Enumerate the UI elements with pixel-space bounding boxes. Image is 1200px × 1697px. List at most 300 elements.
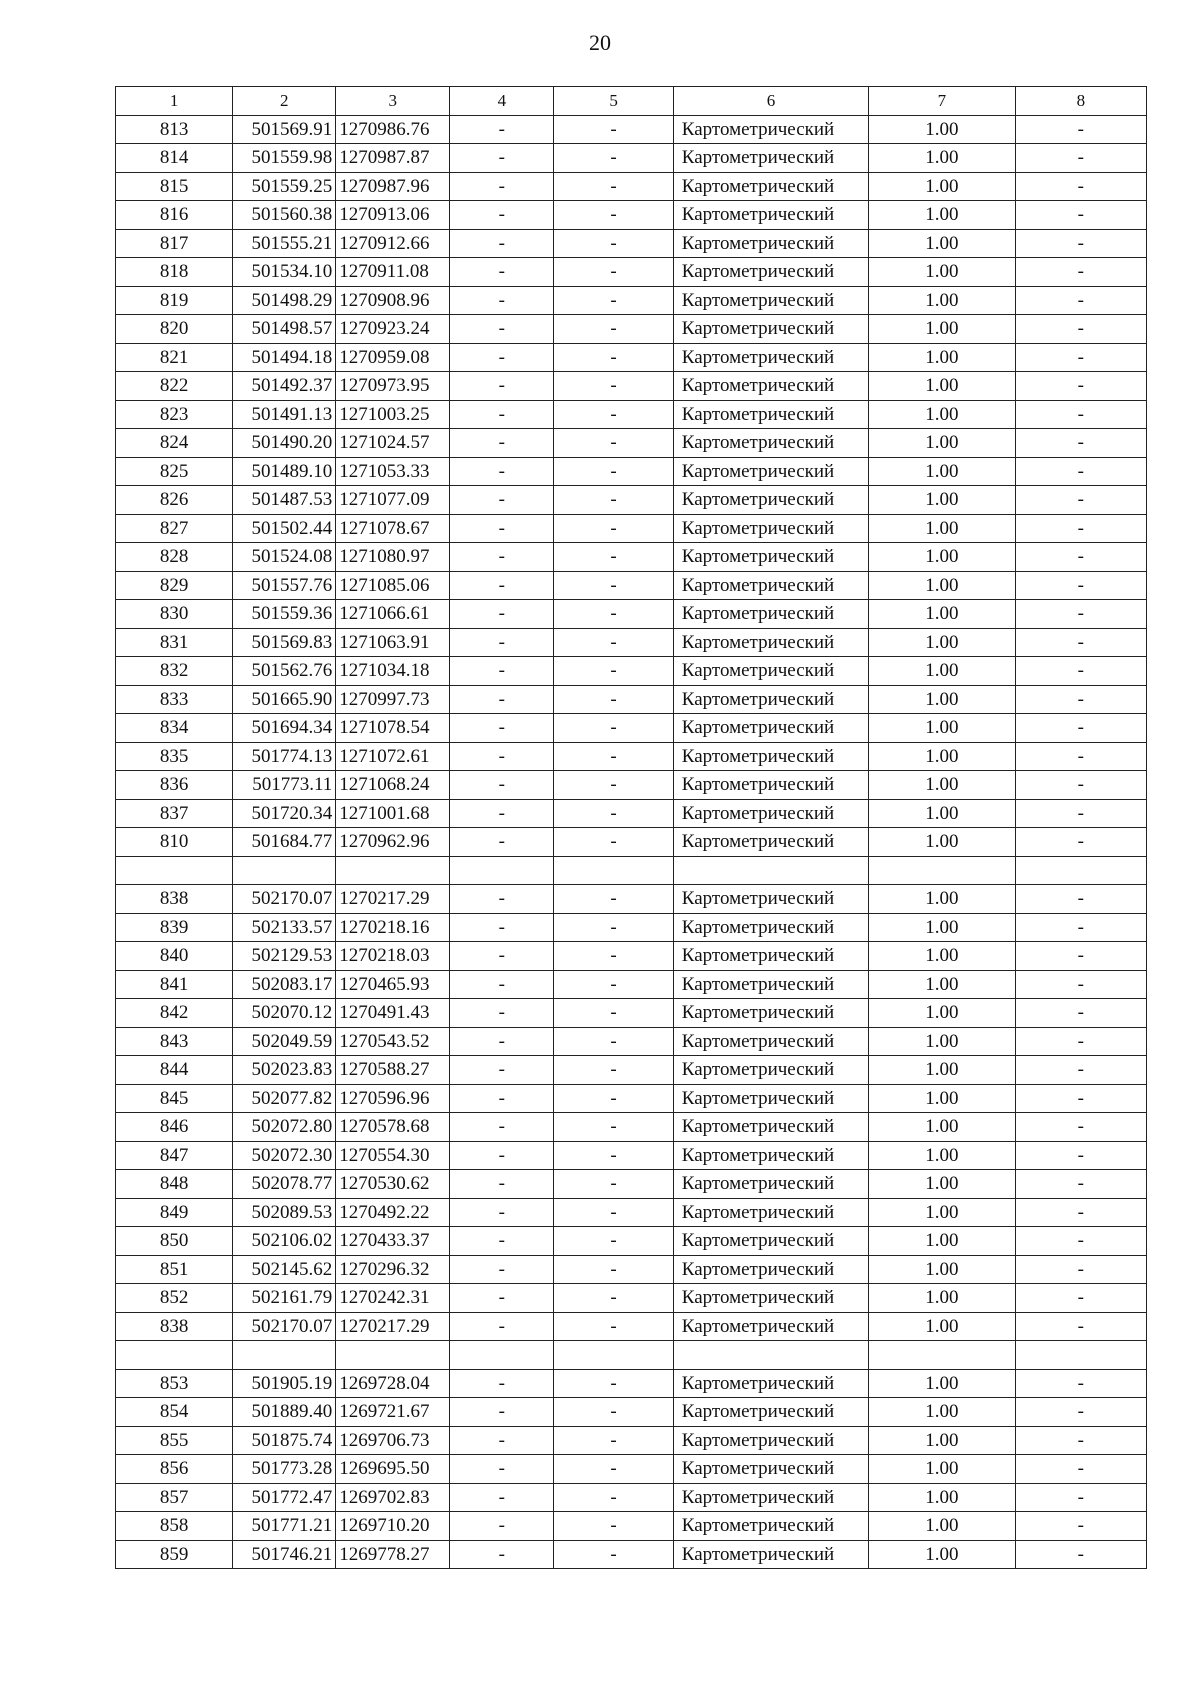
point-number-cell: 813 (116, 115, 233, 144)
table-row (116, 1198, 1147, 1227)
column-4-cell: - (450, 457, 554, 486)
table-row (116, 1084, 1147, 1113)
column-5-cell: - (554, 1369, 673, 1398)
method-cell (673, 1341, 868, 1370)
column-5-cell: - (554, 657, 673, 686)
accuracy-cell: 1.00 (869, 429, 1016, 458)
column-4-cell: - (450, 571, 554, 600)
accuracy-cell: 1.00 (869, 201, 1016, 230)
accuracy-cell: 1.00 (869, 1227, 1016, 1256)
point-number-cell: 836 (116, 771, 233, 800)
accuracy-cell: 1.00 (869, 628, 1016, 657)
column-5-cell: - (554, 286, 673, 315)
table-row (116, 628, 1147, 657)
column-8-cell: - (1015, 628, 1146, 657)
x-coordinate-cell: 502161.79 (233, 1284, 336, 1313)
column-4-cell: - (450, 828, 554, 857)
table-row (116, 999, 1147, 1028)
column-4-cell: - (450, 1312, 554, 1341)
method-cell: Картометрический (673, 1512, 868, 1541)
column-4-cell: - (450, 115, 554, 144)
x-coordinate-cell: 501684.77 (233, 828, 336, 857)
table-row (116, 229, 1147, 258)
column-5-cell: - (554, 1426, 673, 1455)
x-coordinate-cell: 502023.83 (233, 1056, 336, 1085)
method-cell: Картометрический (673, 1398, 868, 1427)
method-cell: Картометрический (673, 343, 868, 372)
column-4-cell: - (450, 1512, 554, 1541)
point-number-cell: 815 (116, 172, 233, 201)
column-5-cell: - (554, 685, 673, 714)
point-number-cell: 831 (116, 628, 233, 657)
column-8-cell: - (1015, 286, 1146, 315)
column-4-cell: - (450, 685, 554, 714)
accuracy-cell: 1.00 (869, 1084, 1016, 1113)
column-8-cell: - (1015, 201, 1146, 230)
accuracy-cell: 1.00 (869, 115, 1016, 144)
y-coordinate-cell: 1270911.08 (336, 258, 450, 287)
y-coordinate-cell: 1270218.03 (336, 942, 450, 971)
accuracy-cell: 1.00 (869, 1369, 1016, 1398)
column-8-cell: - (1015, 229, 1146, 258)
column-5-cell: - (554, 1540, 673, 1569)
y-coordinate-cell: 1269695.50 (336, 1455, 450, 1484)
y-coordinate-cell: 1271077.09 (336, 486, 450, 515)
x-coordinate-cell: 502072.80 (233, 1113, 336, 1142)
accuracy-cell: 1.00 (869, 999, 1016, 1028)
y-coordinate-cell: 1269702.83 (336, 1483, 450, 1512)
table-row (116, 1512, 1147, 1541)
method-cell: Картометрический (673, 571, 868, 600)
table-row (116, 429, 1147, 458)
column-5-cell: - (554, 714, 673, 743)
table-row (116, 486, 1147, 515)
table-row (116, 543, 1147, 572)
accuracy-cell: 1.00 (869, 1198, 1016, 1227)
column-5-cell: - (554, 1027, 673, 1056)
method-cell: Картометрический (673, 1255, 868, 1284)
column-5-cell (554, 1341, 673, 1370)
column-4-cell: - (450, 999, 554, 1028)
column-8-cell: - (1015, 1170, 1146, 1199)
y-coordinate-cell: 1270543.52 (336, 1027, 450, 1056)
accuracy-cell: 1.00 (869, 742, 1016, 771)
method-cell: Картометрический (673, 1227, 868, 1256)
method-cell: Картометрический (673, 714, 868, 743)
x-coordinate-cell: 502145.62 (233, 1255, 336, 1284)
column-8-cell: - (1015, 1369, 1146, 1398)
method-cell: Картометрический (673, 942, 868, 971)
method-cell: Картометрический (673, 201, 868, 230)
y-coordinate-cell: 1269710.20 (336, 1512, 450, 1541)
point-number-cell: 852 (116, 1284, 233, 1313)
table-row (116, 286, 1147, 315)
column-8-cell: - (1015, 1398, 1146, 1427)
column-8-cell: - (1015, 400, 1146, 429)
accuracy-cell: 1.00 (869, 1141, 1016, 1170)
y-coordinate-cell: 1270912.66 (336, 229, 450, 258)
y-coordinate-cell: 1269778.27 (336, 1540, 450, 1569)
x-coordinate-cell: 501562.76 (233, 657, 336, 686)
point-number-cell: 830 (116, 600, 233, 629)
column-4-cell: - (450, 315, 554, 344)
accuracy-cell: 1.00 (869, 1398, 1016, 1427)
y-coordinate-cell: 1270217.29 (336, 1312, 450, 1341)
column-4-cell: - (450, 1284, 554, 1313)
accuracy-cell: 1.00 (869, 1027, 1016, 1056)
x-coordinate-cell: 501665.90 (233, 685, 336, 714)
method-cell (673, 856, 868, 885)
y-coordinate-cell: 1271053.33 (336, 457, 450, 486)
point-number-cell: 841 (116, 970, 233, 999)
column-8-cell: - (1015, 315, 1146, 344)
accuracy-cell: 1.00 (869, 600, 1016, 629)
column-8-cell: - (1015, 771, 1146, 800)
accuracy-cell: 1.00 (869, 514, 1016, 543)
column-8-cell: - (1015, 258, 1146, 287)
accuracy-cell: 1.00 (869, 229, 1016, 258)
x-coordinate-cell: 502133.57 (233, 913, 336, 942)
table-row (116, 600, 1147, 629)
column-4-cell: - (450, 799, 554, 828)
column-5-cell: - (554, 628, 673, 657)
x-coordinate-cell: 502083.17 (233, 970, 336, 999)
method-cell: Картометрический (673, 486, 868, 515)
accuracy-cell: 1.00 (869, 1426, 1016, 1455)
method-cell: Картометрический (673, 457, 868, 486)
table-row (116, 1141, 1147, 1170)
point-number-cell: 854 (116, 1398, 233, 1427)
column-5-cell: - (554, 1056, 673, 1085)
point-number-cell: 838 (116, 885, 233, 914)
table-row (116, 970, 1147, 999)
method-cell: Картометрический (673, 429, 868, 458)
table-row (116, 315, 1147, 344)
y-coordinate-cell: 1270596.96 (336, 1084, 450, 1113)
x-coordinate-cell: 502129.53 (233, 942, 336, 971)
column-4-cell: - (450, 657, 554, 686)
method-cell: Картометрический (673, 999, 868, 1028)
x-coordinate-cell: 501555.21 (233, 229, 336, 258)
y-coordinate-cell: 1271066.61 (336, 600, 450, 629)
x-coordinate-cell: 501772.47 (233, 1483, 336, 1512)
column-5-cell: - (554, 1170, 673, 1199)
column-8-cell: - (1015, 1312, 1146, 1341)
x-coordinate-cell: 502072.30 (233, 1141, 336, 1170)
accuracy-cell: 1.00 (869, 486, 1016, 515)
column-8-cell: - (1015, 1027, 1146, 1056)
column-5-cell: - (554, 486, 673, 515)
table-row (116, 1255, 1147, 1284)
table-row (116, 457, 1147, 486)
column-5-cell: - (554, 600, 673, 629)
column-8-cell: - (1015, 657, 1146, 686)
method-cell: Картометрический (673, 1198, 868, 1227)
y-coordinate-cell: 1270973.95 (336, 372, 450, 401)
x-coordinate-cell: 501490.20 (233, 429, 336, 458)
table-row (116, 144, 1147, 173)
table-row (116, 400, 1147, 429)
column-5-cell: - (554, 343, 673, 372)
column-4-cell: - (450, 771, 554, 800)
accuracy-cell: 1.00 (869, 400, 1016, 429)
x-coordinate-cell: 501498.57 (233, 315, 336, 344)
column-8-cell: - (1015, 144, 1146, 173)
accuracy-cell: 1.00 (869, 1284, 1016, 1313)
column-4-cell: - (450, 1198, 554, 1227)
column-8-cell: - (1015, 714, 1146, 743)
point-number-cell: 845 (116, 1084, 233, 1113)
column-4-cell: - (450, 1369, 554, 1398)
x-coordinate-cell: 502078.77 (233, 1170, 336, 1199)
table-row (116, 1455, 1147, 1484)
x-coordinate-cell: 501494.18 (233, 343, 336, 372)
column-8-cell: - (1015, 999, 1146, 1028)
column-8-cell: - (1015, 1512, 1146, 1541)
y-coordinate-cell: 1270908.96 (336, 286, 450, 315)
point-number-cell: 855 (116, 1426, 233, 1455)
accuracy-cell: 1.00 (869, 1255, 1016, 1284)
accuracy-cell: 1.00 (869, 144, 1016, 173)
y-coordinate-cell: 1271072.61 (336, 742, 450, 771)
y-coordinate-cell (336, 856, 450, 885)
point-number-cell: 842 (116, 999, 233, 1028)
method-cell: Картометрический (673, 514, 868, 543)
x-coordinate-cell: 502070.12 (233, 999, 336, 1028)
table-row (116, 1027, 1147, 1056)
point-number-cell: 856 (116, 1455, 233, 1484)
accuracy-cell: 1.00 (869, 1113, 1016, 1142)
table-row (116, 343, 1147, 372)
x-coordinate-cell: 501773.28 (233, 1455, 336, 1484)
column-8-cell: - (1015, 514, 1146, 543)
table-row (116, 201, 1147, 230)
column-8-cell: - (1015, 828, 1146, 857)
accuracy-cell: 1.00 (869, 1170, 1016, 1199)
y-coordinate-cell: 1270997.73 (336, 685, 450, 714)
x-coordinate-cell: 501559.98 (233, 144, 336, 173)
y-coordinate-cell: 1270465.93 (336, 970, 450, 999)
column-8-cell: - (1015, 885, 1146, 914)
point-number-cell: 828 (116, 543, 233, 572)
y-coordinate-cell: 1270433.37 (336, 1227, 450, 1256)
accuracy-cell: 1.00 (869, 1540, 1016, 1569)
accuracy-cell: 1.00 (869, 457, 1016, 486)
point-number-cell: 822 (116, 372, 233, 401)
method-cell: Картометрический (673, 913, 868, 942)
y-coordinate-cell: 1270578.68 (336, 1113, 450, 1142)
table-row (116, 514, 1147, 543)
x-coordinate-cell: 501694.34 (233, 714, 336, 743)
table-row (116, 828, 1147, 857)
column-4-cell: - (450, 1113, 554, 1142)
column-5-cell: - (554, 315, 673, 344)
x-coordinate-cell (233, 856, 336, 885)
table-row (116, 685, 1147, 714)
column-8-cell: - (1015, 429, 1146, 458)
y-coordinate-cell: 1270492.22 (336, 1198, 450, 1227)
y-coordinate-cell: 1270986.76 (336, 115, 450, 144)
x-coordinate-cell: 501889.40 (233, 1398, 336, 1427)
column-8-cell: - (1015, 742, 1146, 771)
x-coordinate-cell: 502170.07 (233, 885, 336, 914)
point-number-cell: 820 (116, 315, 233, 344)
method-cell: Картометрический (673, 315, 868, 344)
column-4-cell: - (450, 628, 554, 657)
column-5-cell: - (554, 258, 673, 287)
accuracy-cell: 1.00 (869, 942, 1016, 971)
method-cell: Картометрический (673, 258, 868, 287)
column-8-cell: - (1015, 799, 1146, 828)
column-8-cell (1015, 1341, 1146, 1370)
page-number: 20 (589, 30, 611, 55)
point-number-cell (116, 1341, 233, 1370)
y-coordinate-cell: 1270962.96 (336, 828, 450, 857)
y-coordinate-cell: 1270913.06 (336, 201, 450, 230)
column-8-cell: - (1015, 486, 1146, 515)
column-5-cell: - (554, 429, 673, 458)
column-4-cell: - (450, 1540, 554, 1569)
column-5-cell: - (554, 1312, 673, 1341)
accuracy-cell: 1.00 (869, 286, 1016, 315)
y-coordinate-cell: 1271085.06 (336, 571, 450, 600)
x-coordinate-cell: 501875.74 (233, 1426, 336, 1455)
column-4-cell: - (450, 1170, 554, 1199)
table-row (116, 657, 1147, 686)
point-number-cell: 837 (116, 799, 233, 828)
point-number-cell: 826 (116, 486, 233, 515)
column-4-cell: - (450, 514, 554, 543)
y-coordinate-cell: 1270987.96 (336, 172, 450, 201)
column-4-cell: - (450, 1084, 554, 1113)
method-cell: Картометрический (673, 1540, 868, 1569)
method-cell: Картометрический (673, 799, 868, 828)
method-cell: Картометрический (673, 172, 868, 201)
x-coordinate-cell (233, 1341, 336, 1370)
table-row (116, 742, 1147, 771)
column-4-cell: - (450, 258, 554, 287)
point-number-cell: 821 (116, 343, 233, 372)
column-5-cell: - (554, 372, 673, 401)
method-cell: Картометрический (673, 400, 868, 429)
x-coordinate-cell: 501569.83 (233, 628, 336, 657)
column-8-cell: - (1015, 543, 1146, 572)
column-header: 1 (116, 87, 233, 116)
x-coordinate-cell: 502049.59 (233, 1027, 336, 1056)
column-5-cell: - (554, 144, 673, 173)
column-8-cell: - (1015, 970, 1146, 999)
column-4-cell: - (450, 486, 554, 515)
point-number-cell: 823 (116, 400, 233, 429)
y-coordinate-cell: 1270554.30 (336, 1141, 450, 1170)
point-number-cell: 838 (116, 1312, 233, 1341)
method-cell: Картометрический (673, 771, 868, 800)
accuracy-cell: 1.00 (869, 1455, 1016, 1484)
column-header: 7 (869, 87, 1016, 116)
method-cell: Картометрический (673, 1027, 868, 1056)
method-cell: Картометрический (673, 229, 868, 258)
column-8-cell: - (1015, 343, 1146, 372)
column-4-cell: - (450, 372, 554, 401)
column-8-cell: - (1015, 1141, 1146, 1170)
accuracy-cell: 1.00 (869, 714, 1016, 743)
column-4-cell: - (450, 286, 554, 315)
column-4-cell: - (450, 400, 554, 429)
x-coordinate-cell: 501524.08 (233, 543, 336, 572)
column-5-cell: - (554, 115, 673, 144)
column-8-cell: - (1015, 457, 1146, 486)
column-5-cell: - (554, 571, 673, 600)
column-5-cell: - (554, 1198, 673, 1227)
column-header: 4 (450, 87, 554, 116)
point-number-cell: 824 (116, 429, 233, 458)
point-number-cell: 819 (116, 286, 233, 315)
method-cell: Картометрический (673, 628, 868, 657)
point-number-cell: 835 (116, 742, 233, 771)
x-coordinate-cell: 502170.07 (233, 1312, 336, 1341)
y-coordinate-cell: 1271080.97 (336, 543, 450, 572)
point-number-cell: 853 (116, 1369, 233, 1398)
column-5-cell: - (554, 543, 673, 572)
column-8-cell: - (1015, 1227, 1146, 1256)
column-8-cell: - (1015, 1198, 1146, 1227)
accuracy-cell: 1.00 (869, 885, 1016, 914)
x-coordinate-cell: 501491.13 (233, 400, 336, 429)
y-coordinate-cell: 1270530.62 (336, 1170, 450, 1199)
point-number-cell: 843 (116, 1027, 233, 1056)
point-number-cell: 839 (116, 913, 233, 942)
table-row (116, 258, 1147, 287)
table-row (116, 1483, 1147, 1512)
y-coordinate-cell: 1271001.68 (336, 799, 450, 828)
y-coordinate-cell: 1270959.08 (336, 343, 450, 372)
table-row (116, 885, 1147, 914)
column-4-cell: - (450, 229, 554, 258)
column-8-cell: - (1015, 571, 1146, 600)
x-coordinate-cell: 501502.44 (233, 514, 336, 543)
column-header: 8 (1015, 87, 1146, 116)
accuracy-cell: 1.00 (869, 372, 1016, 401)
y-coordinate-cell: 1271078.67 (336, 514, 450, 543)
column-8-cell: - (1015, 1255, 1146, 1284)
column-8-cell (1015, 856, 1146, 885)
x-coordinate-cell: 501534.10 (233, 258, 336, 287)
x-coordinate-cell: 501559.36 (233, 600, 336, 629)
point-number-cell: 817 (116, 229, 233, 258)
x-coordinate-cell: 501771.21 (233, 1512, 336, 1541)
method-cell: Картометрический (673, 885, 868, 914)
point-number-cell: 840 (116, 942, 233, 971)
y-coordinate-cell (336, 1341, 450, 1370)
method-cell: Картометрический (673, 828, 868, 857)
point-number-cell: 829 (116, 571, 233, 600)
point-number-cell: 851 (116, 1255, 233, 1284)
column-4-cell: - (450, 885, 554, 914)
column-8-cell: - (1015, 1113, 1146, 1142)
x-coordinate-cell: 501560.38 (233, 201, 336, 230)
table-row (116, 1398, 1147, 1427)
y-coordinate-cell: 1271024.57 (336, 429, 450, 458)
column-header: 5 (554, 87, 673, 116)
column-5-cell: - (554, 1255, 673, 1284)
column-5-cell: - (554, 457, 673, 486)
y-coordinate-cell: 1269721.67 (336, 1398, 450, 1427)
x-coordinate-cell: 501498.29 (233, 286, 336, 315)
point-number-cell (116, 856, 233, 885)
method-cell: Картометрический (673, 657, 868, 686)
column-5-cell: - (554, 1512, 673, 1541)
column-4-cell: - (450, 942, 554, 971)
